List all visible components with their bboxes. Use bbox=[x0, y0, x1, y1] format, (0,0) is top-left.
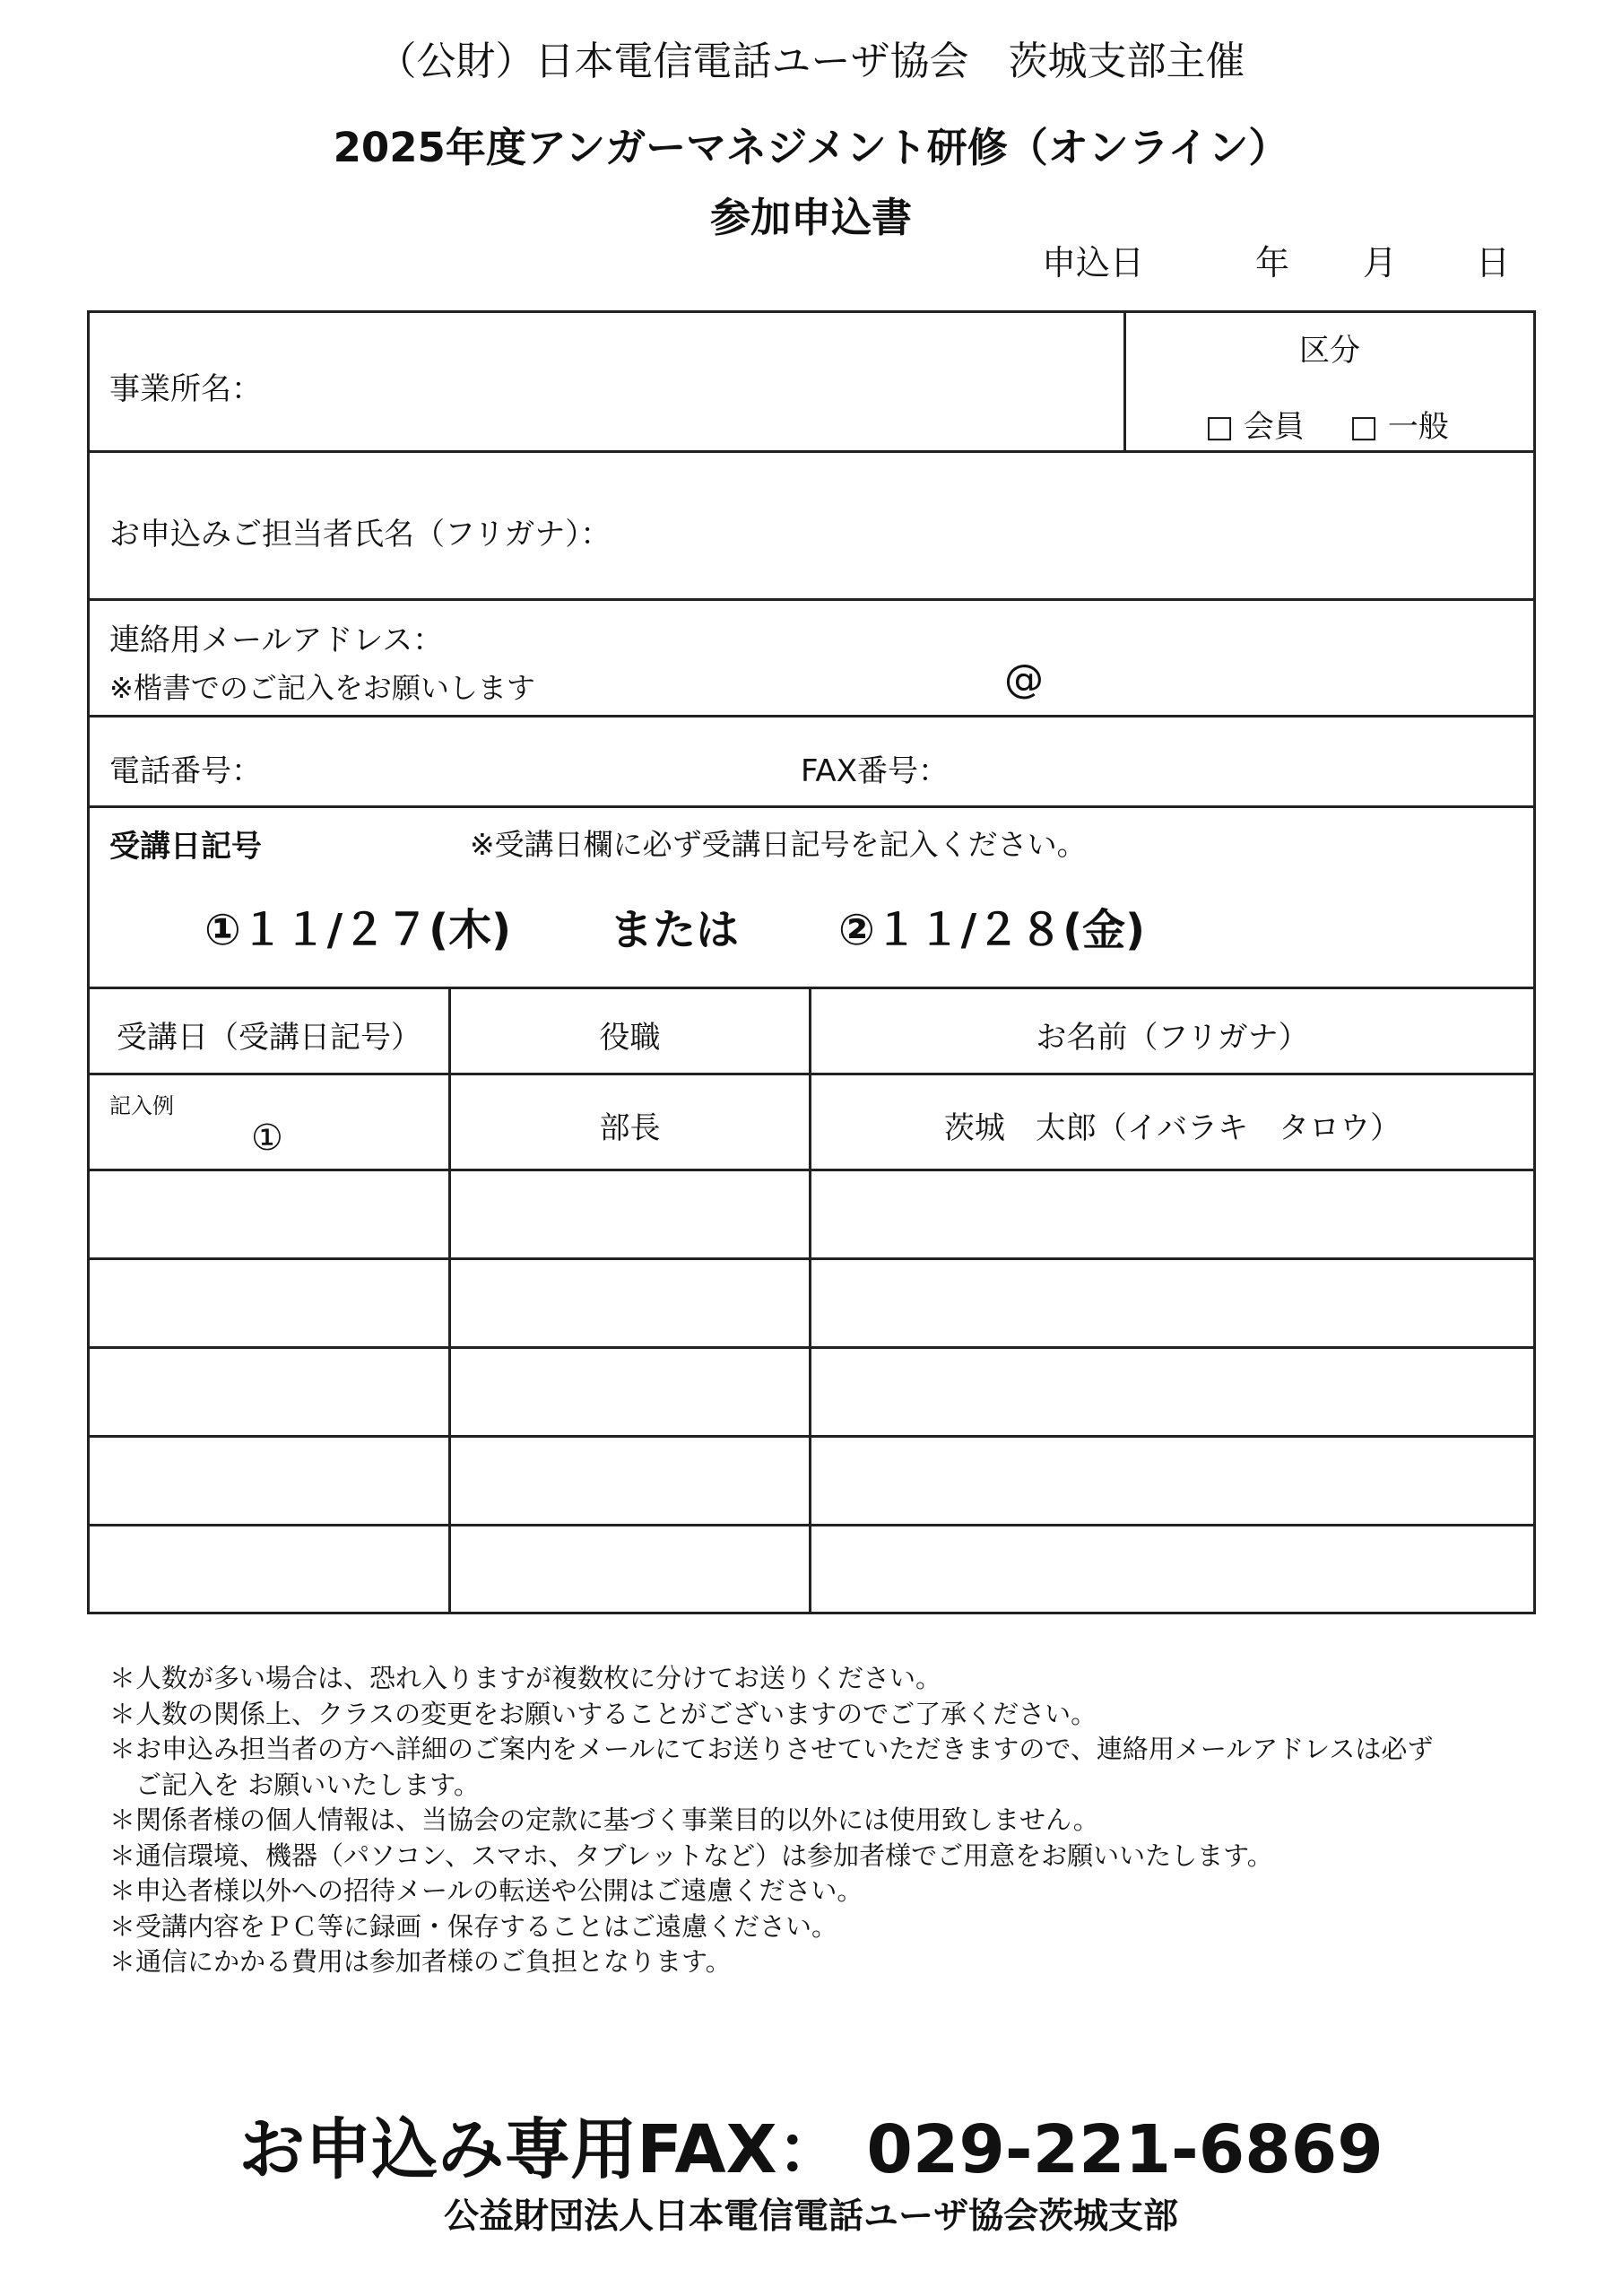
email-note: ※楷書でのご記入をお願いします bbox=[109, 671, 535, 705]
application-date-label: 申込日 bbox=[1042, 243, 1145, 283]
session-or: または bbox=[610, 905, 740, 955]
company-name-input[interactable] bbox=[90, 314, 1123, 450]
header-position: 役職 bbox=[599, 1020, 661, 1056]
page-title: 2025年度アンガーマネジメント研修（オンライン） bbox=[333, 124, 1289, 171]
participant-row-2[interactable] bbox=[90, 1260, 1533, 1346]
page-subtitle: 参加申込書 bbox=[709, 194, 912, 241]
session-code-note: ※受講日欄に必ず受講日記号を記入ください。 bbox=[470, 827, 1087, 862]
note-item: ＊通信にかかる費用は参加者様のご負担となります。 bbox=[109, 1946, 732, 1977]
note-item: ＊通信環境、機器（パソコン、スマホ、タブレットなど）は参加者様でご用意をお願いいたします。 bbox=[109, 1839, 1273, 1871]
category-member-checkbox[interactable]: □ 会員 bbox=[1205, 409, 1305, 445]
example-name: 茨城 太郎（イバラキ タロウ） bbox=[943, 1110, 1401, 1146]
email-at-sign: @ bbox=[1004, 657, 1044, 702]
header-name: お名前（フリガナ） bbox=[1036, 1020, 1309, 1056]
example-date-code: ① bbox=[251, 1118, 283, 1159]
session-code-label: 受講日記号 bbox=[109, 829, 262, 865]
category-general-checkbox[interactable]: □ 一般 bbox=[1349, 409, 1449, 445]
note-item: ＊お申込み担当者の方へ詳細のご案内をメールにてお送りさせていただきますので、連絡用メールアドレスは必ず bbox=[109, 1734, 1434, 1764]
note-item: ＊受講内容をＰＣ等に録画・保存することはご遠慮ください。 bbox=[109, 1910, 838, 1942]
note-item: ＊関係者様の個人情報は、当協会の定款に基づく事業目的以外には使用致しません。 bbox=[109, 1805, 1099, 1835]
note-item: ＊申込者様以外への招待メールの転送や公開はご遠慮ください。 bbox=[109, 1875, 863, 1906]
category-label: 区分 bbox=[1299, 333, 1360, 369]
application-fax-number: お申込み専用FAX： 029-221-6869 bbox=[239, 2111, 1383, 2188]
notes-list bbox=[109, 1661, 1433, 1980]
phone-label: 電話番号： bbox=[109, 753, 262, 789]
example-position: 部長 bbox=[599, 1110, 661, 1146]
fax-label: FAX番号： bbox=[801, 753, 949, 789]
application-date-year: 年 bbox=[1255, 243, 1290, 283]
example-tag: 記入例 bbox=[109, 1093, 174, 1118]
company-name-label: 事業所名： bbox=[109, 371, 262, 407]
header-session-date: 受講日（受講日記号） bbox=[117, 1020, 421, 1056]
note-item: ご記入を お願いいたします。 bbox=[109, 1769, 480, 1800]
participant-row-3[interactable] bbox=[90, 1349, 1533, 1435]
email-label: 連絡用メールアドレス： bbox=[109, 622, 444, 658]
participant-row-4[interactable] bbox=[90, 1438, 1533, 1524]
contact-person-label: お申込みご担当者氏名（フリガナ）： bbox=[109, 517, 612, 552]
organizer-line: （公財）日本電信電話ユーザ協会 茨城支部主催 bbox=[377, 39, 1245, 84]
participant-row-1[interactable] bbox=[90, 1171, 1533, 1257]
application-date-month: 月 bbox=[1363, 243, 1398, 283]
application-date-day: 日 bbox=[1476, 243, 1511, 283]
note-item: ＊人数の関係上、クラスの変更をお願いすることがございますのでご了承ください。 bbox=[109, 1698, 1097, 1729]
participant-row-5[interactable] bbox=[90, 1526, 1533, 1612]
note-item: ＊人数が多い場合は、恐れ入りますが複数枚に分けてお送りください。 bbox=[109, 1663, 942, 1693]
session-option-2: ②１１/２８(金) bbox=[838, 905, 1146, 955]
footer-organization: 公益財団法人日本電信電話ユーザ協会茨城支部 bbox=[443, 2196, 1178, 2237]
session-option-1: ①１１/２７(木) bbox=[204, 905, 512, 955]
